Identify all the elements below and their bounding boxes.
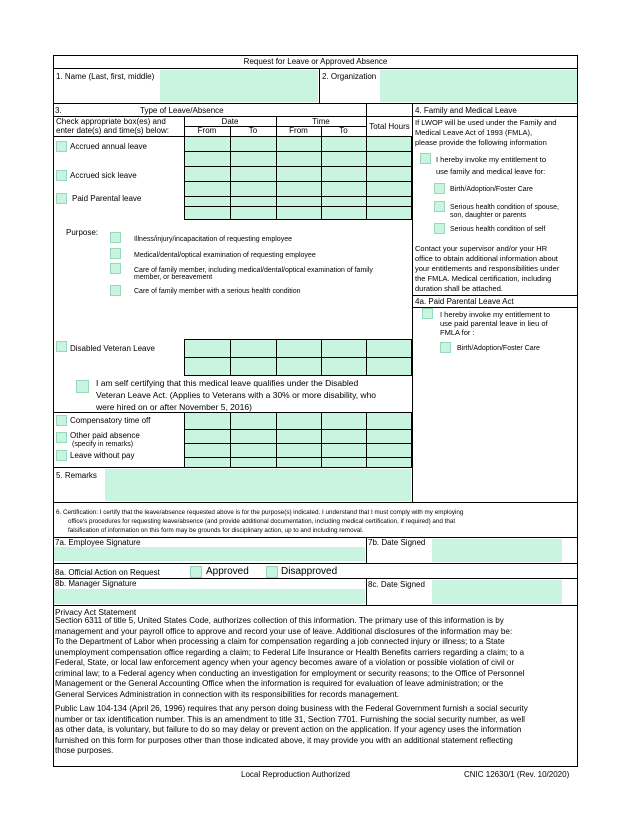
- date-header: Date: [221, 117, 239, 126]
- section4a-title: 4a. Paid Parental Leave Act: [415, 297, 514, 306]
- certification-line3: falsification of information on this form may be grounds for disciplinary action, up to and including removal.: [68, 527, 364, 534]
- leave-entry-cell[interactable]: [366, 151, 412, 167]
- veteran-entry-cell[interactable]: [230, 339, 277, 358]
- parental-leave-label: Paid Parental leave: [72, 194, 142, 203]
- other-paid-sublabel: (specify in remarks): [72, 441, 134, 448]
- certification-line1: 6. Certification: I certify that the leave/absence requested above is for the purpose(s) indicated. I understand that I must comply with my employing: [56, 509, 464, 516]
- other-entry-cell[interactable]: [276, 412, 322, 430]
- approved-label: Approved: [206, 566, 249, 577]
- purpose-exam-checkbox[interactable]: [110, 248, 121, 259]
- purpose-illness-checkbox[interactable]: [110, 232, 121, 243]
- other-entry-cell[interactable]: [230, 443, 277, 458]
- veteran-entry-cell[interactable]: [366, 339, 412, 358]
- other-entry-cell[interactable]: [366, 412, 412, 430]
- fmla-contact-5: duration shall be attached.: [415, 284, 503, 293]
- organization-label: 2. Organization: [322, 72, 377, 81]
- fmla-spouse-label-1: Serious health condition of spouse,: [450, 204, 559, 211]
- purpose-family-care-checkbox[interactable]: [110, 263, 121, 274]
- employee-date-field[interactable]: [432, 539, 562, 562]
- other-entry-cell[interactable]: [321, 443, 367, 458]
- other-paid-label: Other paid absence: [70, 431, 140, 440]
- official-action-label: 8a. Official Action on Request: [55, 568, 160, 577]
- purpose-illness-label: Illness/injury/incapacitation of requesting employee: [134, 236, 292, 243]
- other-entry-cell[interactable]: [366, 429, 412, 444]
- leave-entry-cell[interactable]: [276, 181, 322, 197]
- purpose-family-care-label-2: member, or bereavement: [134, 274, 213, 281]
- footer-right: CNIC 12630/1 (Rev. 10/2020): [464, 770, 570, 779]
- privacy-text-line: Federal, State, or local law enforcement agency when your agency becomes aware of a violation or possible violation of civil or: [55, 658, 515, 667]
- ppl-invoke-3: FMLA for :: [440, 328, 475, 337]
- leave-entry-cell[interactable]: [321, 136, 367, 152]
- date-signed-8c-label: 8c. Date Signed: [368, 580, 425, 589]
- privacy-text-line: as other data, is voluntary, but failure to do so may delay or prevent action on the application. If your agency uses the information: [55, 725, 522, 734]
- parental-leave-checkbox[interactable]: [56, 193, 67, 204]
- fmla-contact-3: your entitlements and responsibilities under: [415, 264, 560, 273]
- total-hours-header: Total Hours: [369, 122, 410, 131]
- section4-title: 4. Family and Medical Leave: [415, 106, 517, 115]
- other-entry-cell[interactable]: [184, 429, 231, 444]
- veteran-cert-line1: I am self certifying that this medical leave qualifies under the Disabled: [96, 378, 359, 388]
- ppl-birth-label: Birth/Adoption/Foster Care: [457, 345, 540, 352]
- disapproved-label: Disapproved: [281, 566, 338, 577]
- employee-signature-field[interactable]: [54, 547, 365, 561]
- sick-leave-label: Accrued sick leave: [70, 171, 137, 180]
- veteran-entry-cell[interactable]: [366, 357, 412, 376]
- leave-entry-cell[interactable]: [321, 151, 367, 167]
- purpose-exam-label: Medical/dental/optical examination of requesting employee: [134, 252, 316, 259]
- other-entry-cell[interactable]: [321, 429, 367, 444]
- ppl-birth-checkbox[interactable]: [440, 342, 451, 353]
- manager-signature-label: 8b. Manager Signature: [55, 579, 137, 588]
- privacy-text-line: unemployment compensation office regarding a claim; to Federal Life Insurance or Health Benefits carriers regarding a claim; to a: [55, 647, 525, 657]
- divider: [53, 68, 578, 69]
- leave-entry-cell[interactable]: [184, 166, 231, 182]
- leave-entry-cell[interactable]: [276, 166, 322, 182]
- other-entry-cell[interactable]: [276, 443, 322, 458]
- leave-entry-cell[interactable]: [276, 206, 322, 220]
- leave-entry-cell[interactable]: [230, 151, 277, 167]
- date-from-label: From: [197, 126, 217, 135]
- privacy-text-line: criminal law; to a Federal agency when conducting an investigation for employment or security reasons; to the Office of Personnel: [55, 668, 525, 678]
- time-from-label: From: [289, 126, 308, 135]
- purpose-serious-condition-label: Care of family member with a serious health condition: [134, 288, 301, 295]
- veteran-entry-cell[interactable]: [321, 339, 367, 358]
- leave-entry-cell[interactable]: [366, 136, 412, 152]
- fmla-birth-label: Birth/Adoption/Foster Care: [450, 186, 533, 193]
- lwop-label: Leave without pay: [70, 451, 135, 460]
- fmla-text-3: please provide the following information: [415, 138, 547, 147]
- purpose-serious-condition-checkbox[interactable]: [110, 285, 121, 296]
- leave-entry-cell[interactable]: [276, 136, 322, 152]
- veteran-entry-cell[interactable]: [276, 357, 322, 376]
- veteran-cert-line3: were hired on or after November 5, 2016): [96, 402, 252, 412]
- comp-time-checkbox[interactable]: [56, 415, 67, 426]
- other-entry-cell[interactable]: [184, 443, 231, 458]
- leave-entry-cell[interactable]: [184, 136, 231, 152]
- other-entry-cell[interactable]: [230, 429, 277, 444]
- ppl-invoke-checkbox[interactable]: [422, 308, 433, 319]
- veteran-entry-cell[interactable]: [230, 357, 277, 376]
- fmla-spouse-checkbox[interactable]: [434, 201, 445, 212]
- check-header-line1: Check appropriate box(es) and: [56, 117, 166, 126]
- veteran-entry-cell[interactable]: [276, 339, 322, 358]
- veteran-entry-cell[interactable]: [321, 357, 367, 376]
- fmla-invoke-2: use family and medical leave for:: [436, 167, 546, 176]
- certification-line2: office's procedures for requesting leave/absence (and provide additional documentation, including medical certification, if required) and that: [68, 518, 456, 525]
- disabled-veteran-label: Disabled Veteran Leave: [70, 344, 155, 353]
- time-header: Time: [312, 117, 330, 126]
- leave-entry-cell[interactable]: [276, 151, 322, 167]
- leave-entry-cell[interactable]: [184, 206, 231, 220]
- leave-entry-cell[interactable]: [230, 166, 277, 182]
- employee-signature-label: 7a. Employee Signature: [55, 538, 141, 547]
- name-label: 1. Name (Last, first, middle): [56, 72, 155, 81]
- fmla-invoke-1: I hereby invoke my entitlement to: [436, 155, 547, 164]
- manager-date-field[interactable]: [432, 580, 562, 604]
- fmla-spouse-label-2: son, daughter or parents: [450, 212, 527, 219]
- other-paid-checkbox[interactable]: [56, 432, 67, 443]
- leave-entry-cell[interactable]: [321, 206, 367, 220]
- form-title: Request for Leave or Approved Absence: [243, 57, 388, 66]
- date-signed-7b-label: 7b. Date Signed: [368, 538, 426, 547]
- ppl-invoke-2: use paid parental leave in lieu of: [440, 319, 548, 328]
- purpose-family-care-label: Care of family member, including medical/dental/optical examination of family: [134, 267, 373, 274]
- section3-title: Type of Leave/Absence: [140, 106, 224, 115]
- check-header-line2: enter date(s) and time(s) below:: [56, 126, 169, 135]
- footer-center: Local Reproduction Authorized: [241, 770, 350, 779]
- disabled-veteran-checkbox[interactable]: [56, 341, 67, 352]
- approved-checkbox[interactable]: [190, 566, 202, 578]
- privacy-text-line: Section 6311 of title 5, United States Code, authorizes collection of this information. The primary use of this information is by: [55, 616, 504, 625]
- veteran-cert-checkbox[interactable]: [76, 380, 89, 393]
- fmla-self-label: Serious health condition of self: [450, 226, 546, 233]
- date-to-label: To: [248, 126, 258, 135]
- organization-field[interactable]: [380, 70, 577, 102]
- privacy-text-line: management and your payroll office to approve and record your use of leave. Additional disclosures of the information may be:: [55, 626, 513, 636]
- time-to-label: To: [339, 126, 348, 135]
- section3-num: 3.: [55, 106, 62, 115]
- veteran-entry-cell[interactable]: [184, 357, 231, 376]
- leave-entry-cell[interactable]: [230, 206, 277, 220]
- leave-entry-cell[interactable]: [230, 181, 277, 197]
- ppl-invoke-1: I hereby invoke my entitlement to: [440, 310, 551, 319]
- veteran-cert-line2: Veteran Leave Act. (Applies to Veterans with a 30% or more disability, who: [96, 390, 377, 400]
- purpose-label: Purpose:: [66, 228, 99, 237]
- veteran-entry-cell[interactable]: [184, 339, 231, 358]
- other-entry-cell[interactable]: [321, 412, 367, 430]
- remarks-field[interactable]: [105, 469, 411, 501]
- fmla-text-2: Medical Leave Act of 1993 (FMLA),: [415, 128, 533, 137]
- name-field[interactable]: [160, 70, 318, 102]
- other-entry-cell[interactable]: [184, 412, 231, 430]
- remarks-label: 5. Remarks: [56, 471, 97, 480]
- fmla-invoke-checkbox[interactable]: [420, 153, 431, 164]
- leave-entry-cell[interactable]: [366, 166, 412, 182]
- annual-leave-checkbox[interactable]: [56, 141, 67, 152]
- leave-entry-cell[interactable]: [321, 181, 367, 197]
- other-entry-cell[interactable]: [230, 412, 277, 430]
- fmla-self-checkbox[interactable]: [434, 223, 445, 234]
- annual-leave-label: Accrued annual leave: [70, 142, 147, 151]
- privacy-text-line: those purposes.: [55, 746, 114, 755]
- fmla-contact-1: Contact your supervisor and/or your HR: [415, 244, 548, 253]
- fmla-contact-2: office to obtain additional information about: [415, 254, 558, 263]
- other-entry-cell[interactable]: [366, 443, 412, 458]
- lwop-checkbox[interactable]: [56, 450, 67, 461]
- fmla-text-1: If LWOP will be used under the Family and: [415, 118, 557, 127]
- sick-leave-checkbox[interactable]: [56, 170, 67, 181]
- privacy-text-line: furnished on this form for purposes other than those indicated above, it may provide you with an additional statement reflecting: [55, 735, 513, 745]
- privacy-text-line: To the Department of Labor when processing a claim for compensation regarding a job connected injury or illness; to a State: [55, 637, 505, 646]
- privacy-text-line: number or tax identification number. This is an amendment to title 31, Section 7701. Furnishing the social security number, as well: [55, 714, 525, 724]
- privacy-title: Privacy Act Statement: [55, 607, 137, 617]
- leave-entry-cell[interactable]: [321, 166, 367, 182]
- manager-signature-field[interactable]: [54, 589, 365, 604]
- privacy-text-line: Management or the General Accounting Office when the information is required for evaluation of leave administration; or the: [55, 679, 504, 688]
- leave-entry-cell[interactable]: [230, 136, 277, 152]
- leave-entry-cell[interactable]: [184, 181, 231, 197]
- leave-entry-cell[interactable]: [184, 151, 231, 167]
- disapproved-checkbox[interactable]: [266, 566, 278, 578]
- leave-entry-cell[interactable]: [366, 206, 412, 220]
- leave-entry-cell[interactable]: [366, 181, 412, 197]
- fmla-birth-checkbox[interactable]: [434, 183, 445, 194]
- privacy-text-line: General Services Administration in connection with its responsibilities for records management.: [55, 689, 400, 699]
- comp-time-label: Compensatory time off: [70, 416, 151, 425]
- fmla-contact-4: the FMLA. Medical certification, including: [415, 274, 552, 283]
- privacy-text-line: Public Law 104-134 (April 26, 1996) requires that any person doing business with the Federal Government furnish a social security: [55, 704, 528, 713]
- other-entry-cell[interactable]: [276, 429, 322, 444]
